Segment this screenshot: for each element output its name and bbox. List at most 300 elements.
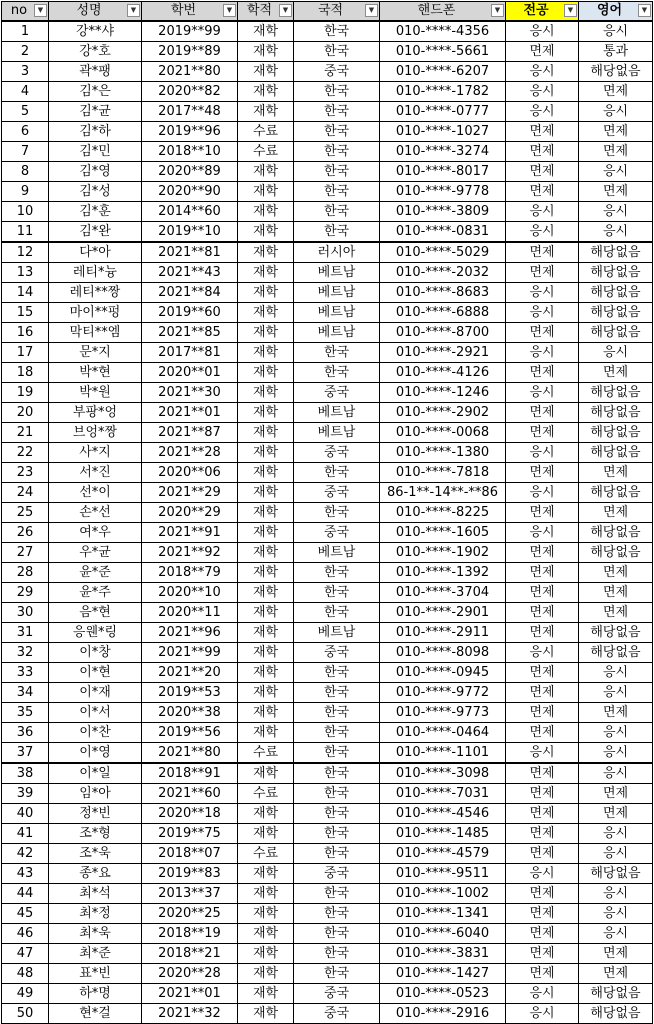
cell-phone[interactable]: 010-****-1485 [380, 824, 506, 844]
cell-english[interactable]: 응시 [579, 763, 653, 784]
cell-major[interactable]: 면제 [506, 763, 579, 784]
cell-phone[interactable]: 010-****-1027 [380, 122, 506, 142]
cell-name[interactable]: 우*균 [49, 543, 142, 563]
cell-major[interactable]: 응시 [506, 443, 579, 463]
cell-major[interactable]: 응시 [506, 643, 579, 663]
cell-student-id[interactable]: 2021**30 [142, 383, 238, 403]
cell-nationality[interactable]: 한국 [294, 844, 380, 864]
cell-student-id[interactable]: 2021**96 [142, 623, 238, 643]
cell-name[interactable]: 다*아 [49, 242, 142, 263]
dropdown-arrow-icon[interactable]: ▼ [34, 4, 47, 17]
cell-student-id[interactable]: 2019**56 [142, 723, 238, 743]
cell-nationality[interactable]: 한국 [294, 723, 380, 743]
cell-nationality[interactable]: 베트남 [294, 543, 380, 563]
cell-english[interactable]: 응시 [579, 904, 653, 924]
cell-english[interactable]: 면제 [579, 503, 653, 523]
cell-english[interactable]: 해당없음 [579, 643, 653, 663]
cell-status[interactable]: 재학 [238, 884, 294, 904]
cell-nationality[interactable]: 한국 [294, 82, 380, 102]
cell-student-id[interactable]: 2019**75 [142, 824, 238, 844]
cell-nationality[interactable]: 베트남 [294, 303, 380, 323]
cell-status[interactable]: 재학 [238, 683, 294, 703]
cell-student-id[interactable]: 2019**10 [142, 222, 238, 243]
cell-major[interactable]: 면제 [506, 703, 579, 723]
cell-name[interactable]: 최*욱 [49, 924, 142, 944]
cell-name[interactable]: 최*석 [49, 884, 142, 904]
cell-nationality[interactable]: 한국 [294, 603, 380, 623]
cell-student-id[interactable]: 2021**87 [142, 423, 238, 443]
cell-major[interactable]: 면제 [506, 563, 579, 583]
cell-phone[interactable]: 010-****-4579 [380, 844, 506, 864]
cell-status[interactable]: 재학 [238, 283, 294, 303]
cell-phone[interactable]: 010-****-8683 [380, 283, 506, 303]
cell-english[interactable]: 해당없음 [579, 62, 653, 82]
cell-status[interactable]: 수료 [238, 743, 294, 764]
cell-major[interactable]: 응시 [506, 102, 579, 122]
cell-major[interactable]: 면제 [506, 162, 579, 182]
cell-major[interactable]: 면제 [506, 583, 579, 603]
cell-name[interactable]: 이*서 [49, 703, 142, 723]
cell-major[interactable]: 면제 [506, 603, 579, 623]
cell-name[interactable]: 이*일 [49, 763, 142, 784]
cell-major[interactable]: 면제 [506, 723, 579, 743]
cell-student-id[interactable]: 2021**01 [142, 403, 238, 423]
cell-no[interactable]: 42 [2, 844, 49, 864]
cell-phone[interactable]: 010-****-2916 [380, 1004, 506, 1024]
cell-major[interactable]: 면제 [506, 242, 579, 263]
cell-status[interactable]: 수료 [238, 784, 294, 804]
cell-major[interactable]: 면제 [506, 824, 579, 844]
cell-name[interactable]: 이*찬 [49, 723, 142, 743]
cell-status[interactable]: 재학 [238, 984, 294, 1004]
cell-student-id[interactable]: 2019**99 [142, 21, 238, 42]
cell-student-id[interactable]: 2020**82 [142, 82, 238, 102]
cell-phone[interactable]: 010-****-1341 [380, 904, 506, 924]
cell-name[interactable]: 현*걸 [49, 1004, 142, 1024]
cell-student-id[interactable]: 2018**10 [142, 142, 238, 162]
cell-name[interactable]: 이*영 [49, 743, 142, 764]
cell-english[interactable]: 해당없음 [579, 263, 653, 283]
cell-name[interactable]: 부팡*엉 [49, 403, 142, 423]
cell-nationality[interactable]: 한국 [294, 784, 380, 804]
cell-phone[interactable]: 010-****-0777 [380, 102, 506, 122]
cell-status[interactable]: 재학 [238, 643, 294, 663]
cell-english[interactable]: 면제 [579, 122, 653, 142]
cell-status[interactable]: 재학 [238, 403, 294, 423]
cell-nationality[interactable]: 중국 [294, 383, 380, 403]
cell-major[interactable]: 응시 [506, 743, 579, 764]
cell-phone[interactable]: 010-****-9772 [380, 683, 506, 703]
cell-name[interactable]: 응웬*링 [49, 623, 142, 643]
cell-phone[interactable]: 010-****-4356 [380, 21, 506, 42]
cell-nationality[interactable]: 베트남 [294, 623, 380, 643]
cell-major[interactable]: 면제 [506, 964, 579, 984]
cell-nationality[interactable]: 한국 [294, 162, 380, 182]
cell-nationality[interactable]: 중국 [294, 984, 380, 1004]
cell-no[interactable]: 9 [2, 182, 49, 202]
cell-major[interactable]: 면제 [506, 543, 579, 563]
cell-no[interactable]: 12 [2, 242, 49, 263]
cell-name[interactable]: 정*빈 [49, 804, 142, 824]
cell-status[interactable]: 재학 [238, 162, 294, 182]
cell-nationality[interactable]: 한국 [294, 583, 380, 603]
cell-major[interactable]: 응시 [506, 62, 579, 82]
cell-name[interactable]: 조*욱 [49, 844, 142, 864]
cell-phone[interactable]: 010-****-1605 [380, 523, 506, 543]
cell-status[interactable]: 재학 [238, 944, 294, 964]
cell-english[interactable]: 해당없음 [579, 303, 653, 323]
cell-student-id[interactable]: 2020**28 [142, 964, 238, 984]
cell-student-id[interactable]: 2020**11 [142, 603, 238, 623]
cell-no[interactable]: 5 [2, 102, 49, 122]
cell-no[interactable]: 16 [2, 323, 49, 343]
cell-student-id[interactable]: 2021**43 [142, 263, 238, 283]
cell-major[interactable]: 응시 [506, 343, 579, 363]
dropdown-arrow-icon[interactable]: ▼ [491, 4, 504, 17]
cell-english[interactable]: 해당없음 [579, 283, 653, 303]
cell-phone[interactable]: 010-****-3098 [380, 763, 506, 784]
dropdown-arrow-icon[interactable]: ▼ [127, 4, 140, 17]
cell-english[interactable]: 응시 [579, 844, 653, 864]
cell-nationality[interactable]: 한국 [294, 42, 380, 62]
cell-no[interactable]: 1 [2, 21, 49, 42]
cell-no[interactable]: 20 [2, 403, 49, 423]
cell-student-id[interactable]: 2018**21 [142, 944, 238, 964]
cell-student-id[interactable]: 2021**81 [142, 242, 238, 263]
cell-no[interactable]: 24 [2, 483, 49, 503]
cell-status[interactable]: 재학 [238, 503, 294, 523]
cell-no[interactable]: 28 [2, 563, 49, 583]
cell-english[interactable]: 면제 [579, 603, 653, 623]
cell-no[interactable]: 45 [2, 904, 49, 924]
cell-no[interactable]: 39 [2, 784, 49, 804]
cell-nationality[interactable]: 한국 [294, 503, 380, 523]
cell-phone[interactable]: 010-****-3704 [380, 583, 506, 603]
cell-status[interactable]: 재학 [238, 543, 294, 563]
cell-student-id[interactable]: 2018**79 [142, 563, 238, 583]
cell-phone[interactable]: 010-****-1246 [380, 383, 506, 403]
cell-name[interactable]: 김*훈 [49, 202, 142, 222]
dropdown-arrow-icon[interactable]: ▼ [365, 4, 378, 17]
cell-no[interactable]: 41 [2, 824, 49, 844]
cell-student-id[interactable]: 2019**60 [142, 303, 238, 323]
cell-english[interactable]: 응시 [579, 743, 653, 764]
cell-name[interactable]: 윤*준 [49, 563, 142, 583]
cell-phone[interactable]: 010-****-0068 [380, 423, 506, 443]
cell-no[interactable]: 8 [2, 162, 49, 182]
cell-english[interactable]: 면제 [579, 583, 653, 603]
cell-nationality[interactable]: 한국 [294, 743, 380, 764]
cell-no[interactable]: 47 [2, 944, 49, 964]
cell-name[interactable]: 서*진 [49, 463, 142, 483]
cell-student-id[interactable]: 2013**37 [142, 884, 238, 904]
cell-student-id[interactable]: 2017**48 [142, 102, 238, 122]
cell-english[interactable]: 해당없음 [579, 864, 653, 884]
cell-phone[interactable]: 010-****-1101 [380, 743, 506, 764]
cell-student-id[interactable]: 2021**85 [142, 323, 238, 343]
cell-status[interactable]: 재학 [238, 703, 294, 723]
cell-name[interactable]: 이*창 [49, 643, 142, 663]
cell-no[interactable]: 6 [2, 122, 49, 142]
cell-no[interactable]: 38 [2, 763, 49, 784]
cell-name[interactable]: 레티*늉 [49, 263, 142, 283]
cell-nationality[interactable]: 한국 [294, 102, 380, 122]
cell-nationality[interactable]: 베트남 [294, 263, 380, 283]
cell-no[interactable]: 33 [2, 663, 49, 683]
cell-no[interactable]: 2 [2, 42, 49, 62]
cell-nationality[interactable]: 한국 [294, 122, 380, 142]
cell-major[interactable]: 면제 [506, 182, 579, 202]
dropdown-arrow-icon[interactable]: ▼ [564, 4, 577, 17]
dropdown-arrow-icon[interactable]: ▼ [638, 4, 651, 17]
cell-english[interactable]: 응시 [579, 202, 653, 222]
cell-name[interactable]: 강*호 [49, 42, 142, 62]
cell-student-id[interactable]: 2018**91 [142, 763, 238, 784]
cell-student-id[interactable]: 2021**20 [142, 663, 238, 683]
cell-english[interactable]: 응시 [579, 663, 653, 683]
cell-phone[interactable]: 010-****-1392 [380, 563, 506, 583]
cell-student-id[interactable]: 2021**28 [142, 443, 238, 463]
cell-status[interactable]: 재학 [238, 82, 294, 102]
cell-major[interactable]: 면제 [506, 122, 579, 142]
cell-student-id[interactable]: 2021**99 [142, 643, 238, 663]
cell-nationality[interactable]: 중국 [294, 643, 380, 663]
cell-major[interactable]: 면제 [506, 142, 579, 162]
cell-major[interactable]: 면제 [506, 944, 579, 964]
cell-no[interactable]: 19 [2, 383, 49, 403]
cell-english[interactable]: 응시 [579, 102, 653, 122]
cell-student-id[interactable]: 2014**60 [142, 202, 238, 222]
cell-phone[interactable]: 010-****-2921 [380, 343, 506, 363]
cell-no[interactable]: 37 [2, 743, 49, 764]
cell-status[interactable]: 재학 [238, 864, 294, 884]
cell-nationality[interactable]: 한국 [294, 21, 380, 42]
cell-english[interactable]: 면제 [579, 944, 653, 964]
cell-status[interactable]: 수료 [238, 142, 294, 162]
cell-nationality[interactable]: 중국 [294, 62, 380, 82]
cell-no[interactable]: 4 [2, 82, 49, 102]
cell-nationality[interactable]: 한국 [294, 763, 380, 784]
cell-status[interactable]: 재학 [238, 42, 294, 62]
cell-english[interactable]: 면제 [579, 563, 653, 583]
dropdown-arrow-icon[interactable]: ▼ [223, 4, 236, 17]
cell-major[interactable]: 응시 [506, 283, 579, 303]
cell-status[interactable]: 재학 [238, 904, 294, 924]
cell-no[interactable]: 30 [2, 603, 49, 623]
cell-no[interactable]: 3 [2, 62, 49, 82]
cell-major[interactable]: 면제 [506, 784, 579, 804]
cell-status[interactable]: 재학 [238, 483, 294, 503]
cell-nationality[interactable]: 한국 [294, 683, 380, 703]
cell-english[interactable]: 면제 [579, 142, 653, 162]
cell-name[interactable]: 곽*팽 [49, 62, 142, 82]
cell-nationality[interactable]: 중국 [294, 1004, 380, 1024]
cell-major[interactable]: 응시 [506, 383, 579, 403]
cell-english[interactable]: 통과 [579, 42, 653, 62]
cell-nationality[interactable]: 한국 [294, 563, 380, 583]
cell-name[interactable]: 김*성 [49, 182, 142, 202]
cell-english[interactable]: 응시 [579, 824, 653, 844]
cell-status[interactable]: 재학 [238, 523, 294, 543]
cell-no[interactable]: 49 [2, 984, 49, 1004]
cell-major[interactable]: 응시 [506, 82, 579, 102]
cell-student-id[interactable]: 2020**38 [142, 703, 238, 723]
cell-nationality[interactable]: 한국 [294, 924, 380, 944]
cell-major[interactable]: 면제 [506, 403, 579, 423]
cell-student-id[interactable]: 2021**32 [142, 1004, 238, 1024]
cell-major[interactable]: 면제 [506, 42, 579, 62]
cell-nationality[interactable]: 한국 [294, 884, 380, 904]
cell-english[interactable]: 해당없음 [579, 242, 653, 263]
cell-status[interactable]: 재학 [238, 723, 294, 743]
cell-status[interactable]: 수료 [238, 844, 294, 864]
cell-name[interactable]: 표*빈 [49, 964, 142, 984]
cell-no[interactable]: 21 [2, 423, 49, 443]
cell-major[interactable]: 응시 [506, 222, 579, 243]
cell-name[interactable]: 손*선 [49, 503, 142, 523]
cell-major[interactable]: 면제 [506, 263, 579, 283]
cell-english[interactable]: 해당없음 [579, 403, 653, 423]
cell-phone[interactable]: 010-****-4126 [380, 363, 506, 383]
cell-phone[interactable]: 010-****-1427 [380, 964, 506, 984]
cell-name[interactable]: 종*요 [49, 864, 142, 884]
cell-no[interactable]: 23 [2, 463, 49, 483]
cell-name[interactable]: 김*균 [49, 102, 142, 122]
cell-phone[interactable]: 010-****-6040 [380, 924, 506, 944]
cell-nationality[interactable]: 중국 [294, 483, 380, 503]
cell-major[interactable]: 면제 [506, 924, 579, 944]
cell-student-id[interactable]: 2020**18 [142, 804, 238, 824]
cell-nationality[interactable]: 베트남 [294, 403, 380, 423]
cell-name[interactable]: 임*아 [49, 784, 142, 804]
cell-english[interactable]: 면제 [579, 463, 653, 483]
cell-nationality[interactable]: 중국 [294, 523, 380, 543]
cell-english[interactable]: 응시 [579, 21, 653, 42]
cell-phone[interactable]: 010-****-3274 [380, 142, 506, 162]
cell-english[interactable]: 해당없음 [579, 1004, 653, 1024]
cell-name[interactable]: 김*완 [49, 222, 142, 243]
cell-student-id[interactable]: 2020**01 [142, 363, 238, 383]
cell-status[interactable]: 재학 [238, 222, 294, 243]
cell-english[interactable]: 면제 [579, 784, 653, 804]
cell-phone[interactable]: 010-****-8225 [380, 503, 506, 523]
cell-phone[interactable]: 010-****-8098 [380, 643, 506, 663]
dropdown-arrow-icon[interactable]: ▼ [279, 4, 292, 17]
cell-name[interactable]: 선*이 [49, 483, 142, 503]
cell-major[interactable]: 면제 [506, 323, 579, 343]
cell-status[interactable]: 재학 [238, 363, 294, 383]
cell-student-id[interactable]: 2021**84 [142, 283, 238, 303]
cell-name[interactable]: 최*정 [49, 904, 142, 924]
cell-status[interactable]: 재학 [238, 804, 294, 824]
cell-english[interactable]: 응시 [579, 683, 653, 703]
cell-phone[interactable]: 010-****-4546 [380, 804, 506, 824]
cell-name[interactable]: 마이**펑 [49, 303, 142, 323]
cell-nationality[interactable]: 한국 [294, 703, 380, 723]
cell-status[interactable]: 재학 [238, 964, 294, 984]
cell-english[interactable]: 응시 [579, 884, 653, 904]
cell-english[interactable]: 면제 [579, 964, 653, 984]
cell-name[interactable]: 하*명 [49, 984, 142, 1004]
cell-status[interactable]: 재학 [238, 303, 294, 323]
cell-student-id[interactable]: 2021**92 [142, 543, 238, 563]
cell-no[interactable]: 7 [2, 142, 49, 162]
cell-major[interactable]: 응시 [506, 1004, 579, 1024]
cell-phone[interactable]: 010-****-7031 [380, 784, 506, 804]
cell-english[interactable]: 해당없음 [579, 523, 653, 543]
cell-name[interactable]: 문*지 [49, 343, 142, 363]
cell-major[interactable]: 응시 [506, 523, 579, 543]
cell-name[interactable]: 조*형 [49, 824, 142, 844]
cell-english[interactable]: 응시 [579, 723, 653, 743]
cell-major[interactable]: 응시 [506, 984, 579, 1004]
cell-nationality[interactable]: 베트남 [294, 283, 380, 303]
cell-no[interactable]: 32 [2, 643, 49, 663]
cell-no[interactable]: 31 [2, 623, 49, 643]
cell-nationality[interactable]: 베트남 [294, 323, 380, 343]
cell-nationality[interactable]: 한국 [294, 944, 380, 964]
cell-major[interactable]: 면제 [506, 904, 579, 924]
cell-no[interactable]: 17 [2, 343, 49, 363]
cell-status[interactable]: 재학 [238, 583, 294, 603]
cell-phone[interactable]: 010-****-5029 [380, 242, 506, 263]
cell-nationality[interactable]: 한국 [294, 964, 380, 984]
cell-status[interactable]: 재학 [238, 623, 294, 643]
cell-phone[interactable]: 010-****-3831 [380, 944, 506, 964]
cell-nationality[interactable]: 한국 [294, 804, 380, 824]
cell-english[interactable]: 면제 [579, 363, 653, 383]
cell-no[interactable]: 27 [2, 543, 49, 563]
cell-nationality[interactable]: 한국 [294, 202, 380, 222]
cell-student-id[interactable]: 2019**89 [142, 42, 238, 62]
cell-status[interactable]: 재학 [238, 924, 294, 944]
cell-name[interactable]: 최*준 [49, 944, 142, 964]
cell-nationality[interactable]: 한국 [294, 463, 380, 483]
cell-phone[interactable]: 010-****-6888 [380, 303, 506, 323]
cell-student-id[interactable]: 2019**96 [142, 122, 238, 142]
cell-no[interactable]: 46 [2, 924, 49, 944]
cell-major[interactable]: 면제 [506, 884, 579, 904]
cell-phone[interactable]: 010-****-1002 [380, 884, 506, 904]
cell-student-id[interactable]: 2019**83 [142, 864, 238, 884]
cell-no[interactable]: 10 [2, 202, 49, 222]
cell-status[interactable]: 재학 [238, 663, 294, 683]
cell-name[interactable]: 강**샤 [49, 21, 142, 42]
cell-major[interactable]: 응시 [506, 303, 579, 323]
cell-phone[interactable]: 010-****-1380 [380, 443, 506, 463]
cell-no[interactable]: 18 [2, 363, 49, 383]
cell-phone[interactable]: 010-****-1902 [380, 543, 506, 563]
cell-student-id[interactable]: 2020**10 [142, 583, 238, 603]
cell-major[interactable]: 응시 [506, 21, 579, 42]
cell-name[interactable]: 음*현 [49, 603, 142, 623]
cell-student-id[interactable]: 2021**29 [142, 483, 238, 503]
cell-no[interactable]: 40 [2, 804, 49, 824]
cell-english[interactable]: 응시 [579, 222, 653, 243]
cell-student-id[interactable]: 2019**53 [142, 683, 238, 703]
cell-english[interactable]: 면제 [579, 82, 653, 102]
cell-status[interactable]: 수료 [238, 122, 294, 142]
cell-english[interactable]: 해당없음 [579, 383, 653, 403]
cell-major[interactable]: 면제 [506, 503, 579, 523]
cell-no[interactable]: 50 [2, 1004, 49, 1024]
cell-name[interactable]: 김*하 [49, 122, 142, 142]
cell-status[interactable]: 재학 [238, 603, 294, 623]
cell-nationality[interactable]: 한국 [294, 343, 380, 363]
cell-nationality[interactable]: 한국 [294, 142, 380, 162]
cell-status[interactable]: 재학 [238, 242, 294, 263]
cell-phone[interactable]: 010-****-0523 [380, 984, 506, 1004]
